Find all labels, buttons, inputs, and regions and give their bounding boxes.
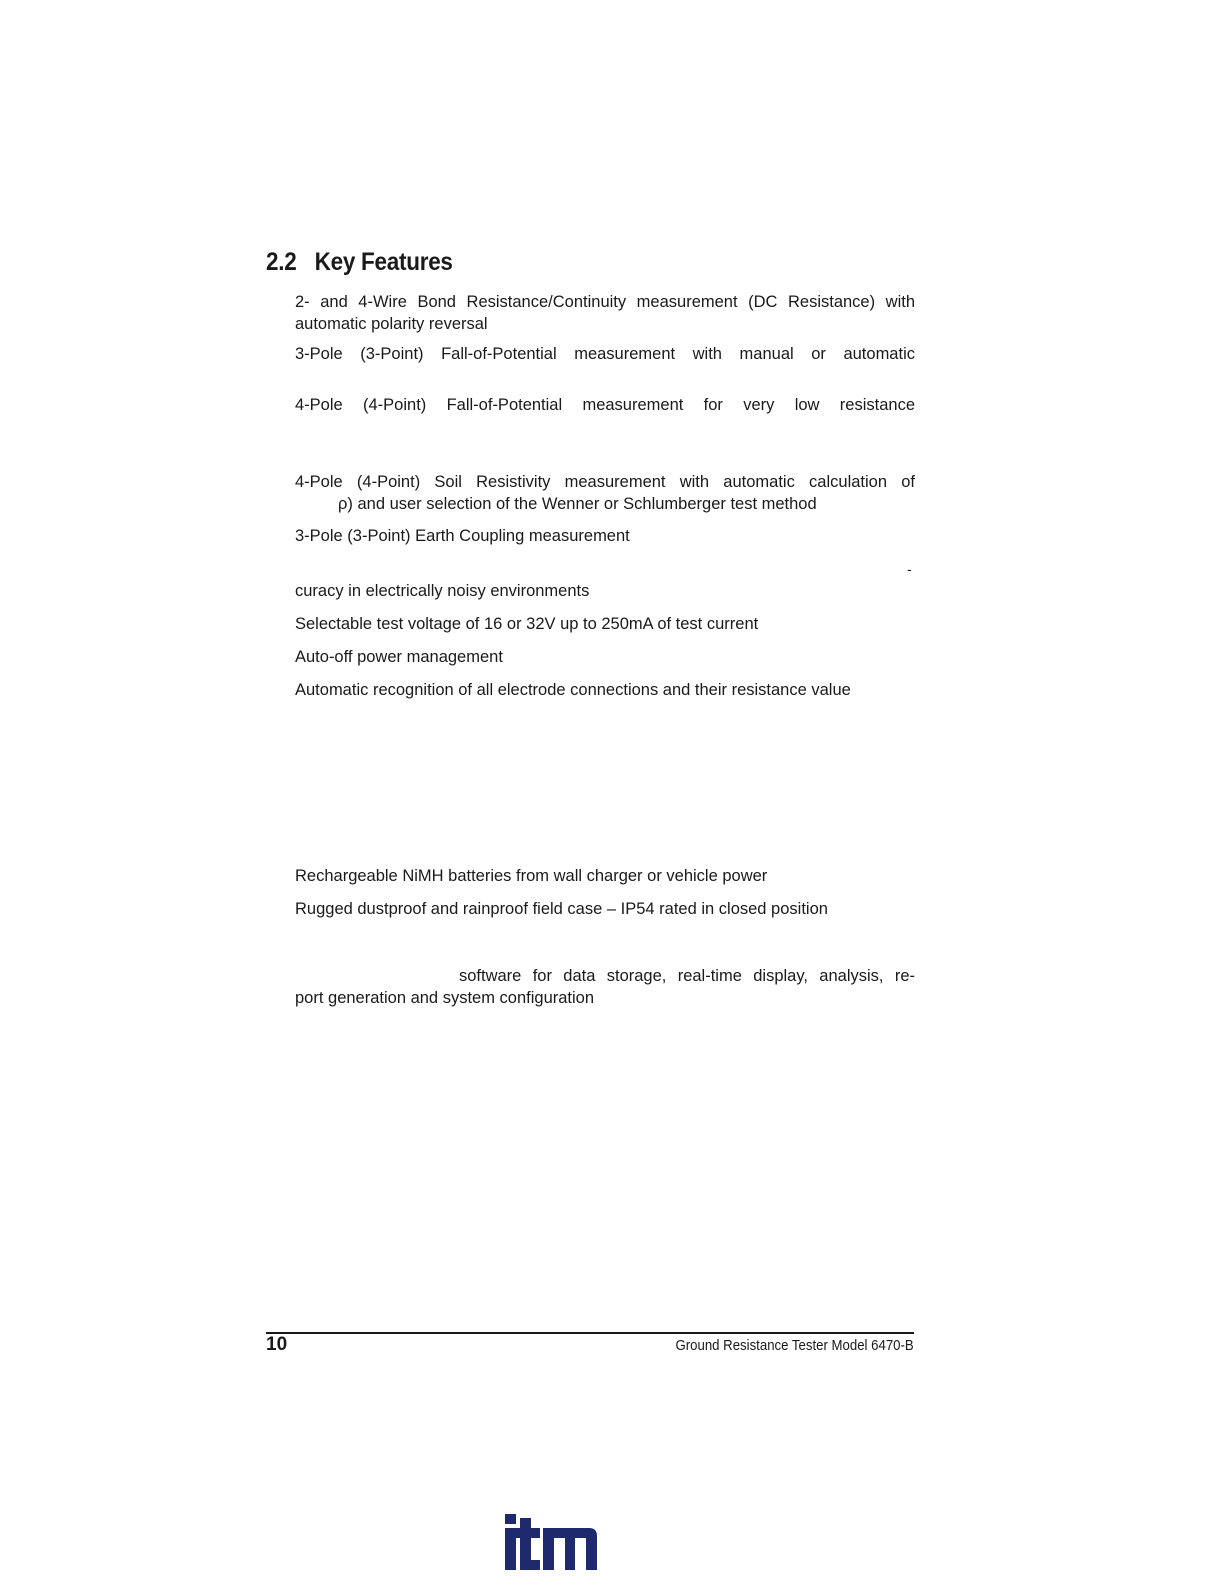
feature-line-4pole-fop: 4-Pole (4-Point) Fall-of-Potential measurement for very low resistance xyxy=(295,396,915,414)
section-title: Key Features xyxy=(314,248,453,276)
feature-line-earth-coupling: 3-Pole (3-Point) Earth Coupling measurement xyxy=(295,527,630,545)
itm-logo-icon xyxy=(505,1514,597,1572)
feature-line-electrode-recognition: Automatic recognition of all electrode connections and their resistance value xyxy=(295,681,851,699)
feature-line-soil-resistivity: 4-Pole (4-Point) Soil Resistivity measurement with automatic calculation of xyxy=(295,473,915,491)
feature-line-test-voltage: Selectable test voltage of 16 or 32V up to 250mA of test current xyxy=(295,615,759,633)
feature-line-batteries: Rechargeable NiMH batteries from wall charger or vehicle power xyxy=(295,867,768,885)
feature-line-bond-resistance: 2- and 4-Wire Bond Resistance/Continuity measurement (DC Resistance) with xyxy=(295,293,915,311)
feature-line-3pole-fop: 3-Pole (3-Point) Fall-of-Potential measurement with manual or automatic xyxy=(295,345,915,363)
page-number: 10 xyxy=(266,1334,288,1355)
feature-line-auto-off: Auto-off power management xyxy=(295,648,503,666)
hyphen-fragment: - xyxy=(907,561,912,577)
feature-line-field-case: Rugged dustproof and rainproof field case – IP54 rated in closed position xyxy=(295,900,828,918)
section-number: 2.2 xyxy=(266,248,297,276)
itm-logo-mark xyxy=(505,1514,597,1570)
feature-line-noisy-environments: curacy in electrically noisy environments xyxy=(295,582,590,600)
feature-line-report-generation: port generation and system configuration xyxy=(295,989,595,1007)
feature-line-polarity-reversal: automatic polarity reversal xyxy=(295,315,488,333)
footer-document-title: Ground Resistance Tester Model 6470-B xyxy=(675,1337,914,1354)
feature-line-software: software for data storage, real-time display, analysis, re- xyxy=(459,967,915,985)
footer-divider xyxy=(266,1332,914,1334)
section-heading xyxy=(266,248,453,277)
feature-line-wenner-schlumberger: ρ) and user selection of the Wenner or Schlumberger test method xyxy=(338,495,817,513)
